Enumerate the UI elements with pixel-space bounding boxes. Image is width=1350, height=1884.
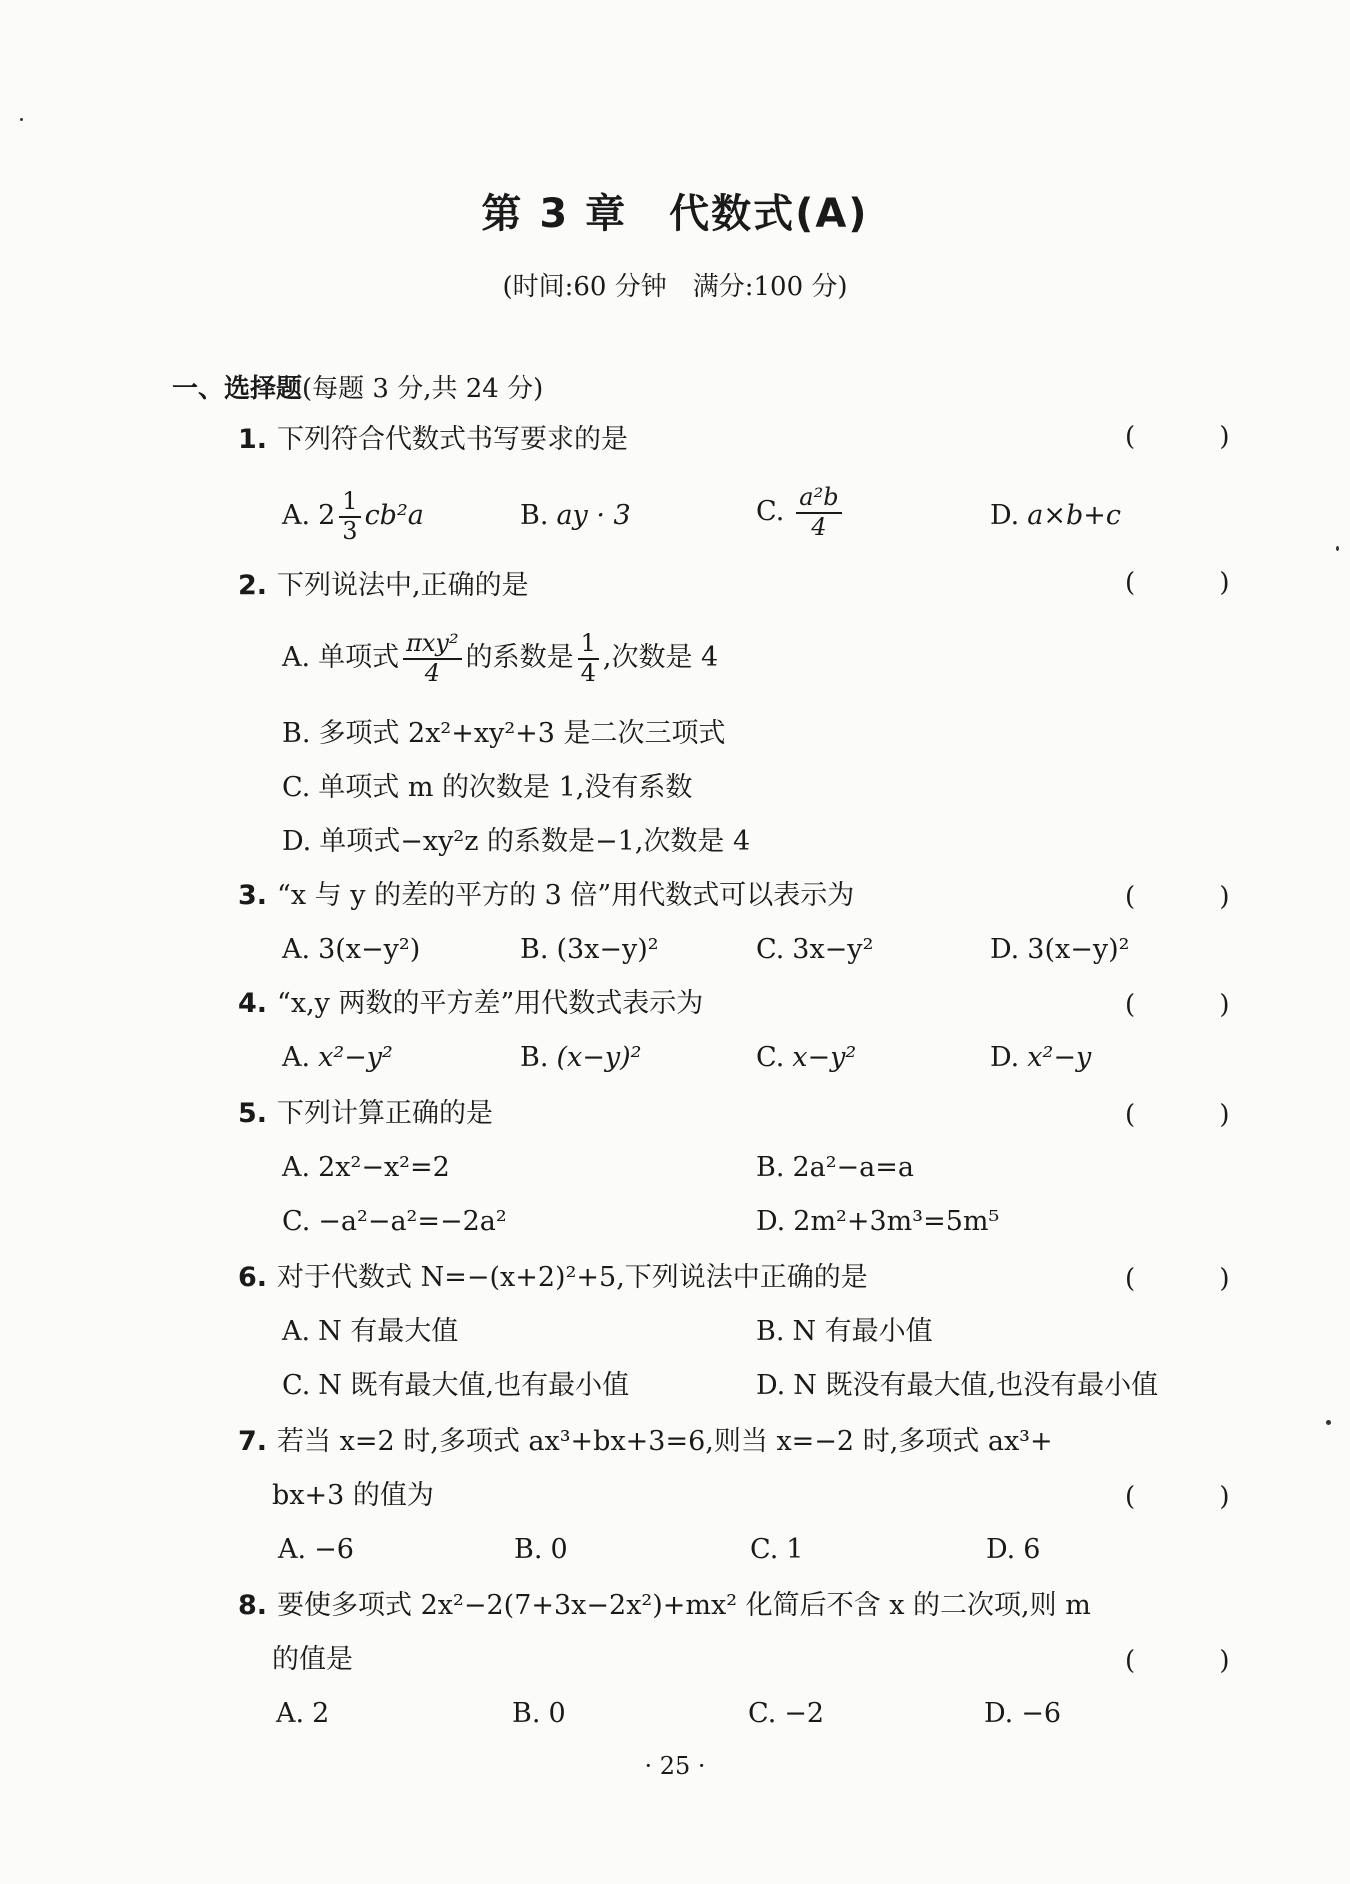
option-a [282, 932, 420, 968]
option-a [276, 1696, 329, 1732]
question-text: “x,y 两数的平方差”用代数式表示为 [277, 988, 704, 1019]
option-b [520, 498, 631, 534]
option-c [756, 932, 873, 968]
option-b [756, 1150, 914, 1186]
option-text: x²−y² [318, 1042, 393, 1073]
question-text: 对于代数式 N=−(x+2)²+5,下列说法中正确的是 [277, 1262, 868, 1293]
option-text: ,次数是 4 [602, 642, 719, 674]
fraction [578, 630, 599, 687]
option-a [278, 1532, 354, 1568]
answer-blank: ( ) [1125, 1264, 1268, 1294]
denominator: 4 [424, 658, 440, 687]
option-text: 单项式 [318, 642, 400, 674]
numerator: a²b [796, 484, 841, 514]
option-text: 单项式 m 的次数是 1,没有系数 [318, 772, 693, 803]
option-b [512, 1696, 566, 1732]
numerator: πxy² [403, 630, 462, 660]
option-label: A. [282, 1316, 311, 1347]
answer-blank: ( ) [1125, 1482, 1268, 1512]
page-number: · 25 · [644, 1752, 706, 1780]
exam-time-score: (时间:60 分钟 满分:100 分) [502, 272, 848, 302]
question-6 [238, 1260, 1218, 1296]
mixed-number-whole: 2 [318, 500, 336, 532]
option-label: C. [748, 1698, 777, 1729]
section-note: (每题 3 分,共 24 分) [302, 374, 544, 404]
answer-blank: ( ) [1125, 1100, 1268, 1130]
question-number: 6. [238, 1262, 268, 1293]
option-label: D. [756, 1370, 786, 1401]
answer-blank: ( ) [1125, 882, 1268, 912]
question-number: 2. [238, 570, 268, 601]
option-label: C. [282, 772, 311, 803]
question-4 [238, 986, 1218, 1022]
fraction [403, 630, 462, 687]
option-d [990, 498, 1121, 534]
option-label: C. [756, 496, 785, 528]
option-b [282, 716, 726, 752]
option-d [986, 1532, 1040, 1568]
option-b [520, 932, 659, 968]
option-text: N 既没有最大值,也没有最小值 [793, 1370, 1159, 1401]
option-a [282, 1040, 393, 1076]
scan-speck [20, 118, 23, 121]
option-text: x−y² [792, 1042, 857, 1073]
option-d [756, 1368, 1158, 1404]
option-label: D. [990, 500, 1020, 531]
option-d [990, 1040, 1091, 1076]
option-text: −6 [314, 1534, 354, 1565]
answer-blank: ( ) [1125, 568, 1268, 598]
option-text: N 有最小值 [792, 1316, 933, 1347]
section-label: 一、选择题 [172, 374, 303, 404]
denominator: 4 [580, 658, 596, 687]
option-label: A. [282, 642, 311, 674]
question-7 [238, 1424, 1218, 1460]
question-3 [238, 878, 1218, 914]
option-text: −6 [1021, 1698, 1062, 1729]
option-a [282, 630, 718, 687]
option-label: D. [984, 1698, 1014, 1729]
question-text: 下列说法中,正确的是 [277, 570, 529, 601]
option-label: B. [514, 1534, 543, 1565]
option-c [756, 1040, 856, 1076]
option-text: (x−y)² [556, 1042, 642, 1073]
option-label: A. [282, 500, 311, 532]
denominator: 4 [811, 512, 827, 541]
option-d [990, 932, 1129, 968]
option-a [282, 488, 424, 545]
option-text: cb²a [364, 500, 424, 532]
option-label: A. [276, 1698, 305, 1729]
option-c [282, 1368, 629, 1404]
option-text: 3(x−y²) [318, 934, 421, 965]
scan-speck [1326, 1420, 1331, 1425]
question-text: “x 与 y 的差的平方的 3 倍”用代数式可以表示为 [277, 880, 855, 911]
option-label: D. [990, 934, 1020, 965]
scan-speck [1336, 546, 1339, 551]
option-text: N 既有最大值,也有最小值 [318, 1370, 630, 1401]
question-number: 8. [238, 1590, 268, 1621]
answer-blank: ( ) [1125, 990, 1268, 1020]
option-label: A. [282, 1042, 311, 1073]
option-text: 3(x−y)² [1027, 934, 1130, 965]
option-label: B. [520, 1042, 549, 1073]
question-1 [238, 422, 1218, 458]
option-text: 3x−y² [792, 934, 874, 965]
option-c [756, 484, 846, 541]
question-5 [238, 1096, 1218, 1132]
option-text: (3x−y)² [556, 934, 659, 965]
option-text: −a²−a²=−2a² [318, 1206, 507, 1237]
question-number: 4. [238, 988, 268, 1019]
question-number: 5. [238, 1098, 268, 1129]
option-text: 2m²+3m³=5m⁵ [793, 1206, 1000, 1237]
option-a [282, 1150, 450, 1186]
option-c [282, 770, 692, 806]
question-text: 要使多项式 2x²−2(7+3x−2x²)+mx² 化简后不含 x 的二次项,则 m [277, 1590, 1091, 1621]
option-b [514, 1532, 568, 1568]
question-8 [238, 1588, 1218, 1624]
option-text: a×b+c [1027, 500, 1122, 531]
chapter-title: 第 3 章 代数式(A) [481, 191, 869, 237]
option-text: 单项式−xy²z 的系数是−1,次数是 4 [319, 826, 751, 857]
option-text: 的系数是 [465, 642, 574, 674]
option-c [282, 1204, 507, 1240]
option-label: C. [756, 1042, 785, 1073]
option-b [756, 1314, 933, 1350]
section-heading [172, 368, 543, 405]
question-8-line-2: 的值是 [272, 1644, 353, 1675]
option-d [756, 1204, 999, 1240]
option-d [282, 824, 750, 860]
option-text: −2 [784, 1698, 825, 1729]
option-label: C. [282, 1206, 311, 1237]
option-label: B. [520, 934, 549, 965]
option-label: C. [756, 934, 785, 965]
option-label: B. [282, 718, 311, 749]
question-7-line-2: bx+3 的值为 [272, 1480, 434, 1511]
answer-blank: ( ) [1125, 422, 1268, 452]
question-2 [238, 568, 1218, 604]
question-text: 下列符合代数式书写要求的是 [277, 424, 629, 455]
option-d [984, 1696, 1061, 1732]
option-text: 0 [550, 1534, 568, 1565]
option-label: D. [282, 826, 312, 857]
fraction [339, 488, 360, 545]
question-number: 3. [238, 880, 268, 911]
option-label: B. [520, 500, 549, 531]
option-label: C. [282, 1370, 311, 1401]
option-label: A. [282, 1152, 311, 1183]
option-label: C. [750, 1534, 779, 1565]
option-text: 2a²−a=a [792, 1152, 914, 1183]
fraction [796, 484, 841, 541]
numerator: 1 [339, 488, 360, 518]
numerator: 1 [578, 630, 599, 660]
question-number: 1. [238, 424, 268, 455]
option-text: x²−y [1027, 1042, 1092, 1073]
denominator: 3 [342, 516, 358, 545]
option-label: D. [990, 1042, 1020, 1073]
option-text: 6 [1023, 1534, 1041, 1565]
option-label: B. [756, 1316, 785, 1347]
option-text: 多项式 2x²+xy²+3 是二次三项式 [318, 718, 726, 749]
option-label: B. [756, 1152, 785, 1183]
option-c [748, 1696, 824, 1732]
option-c [750, 1532, 803, 1568]
option-text: N 有最大值 [318, 1316, 459, 1347]
option-a [282, 1314, 458, 1350]
option-label: D. [756, 1206, 786, 1237]
answer-blank: ( ) [1125, 1646, 1268, 1676]
question-text: 若当 x=2 时,多项式 ax³+bx+3=6,则当 x=−2 时,多项式 ax³+ [277, 1426, 1053, 1457]
option-b [520, 1040, 641, 1076]
option-label: A. [282, 934, 311, 965]
option-text: 2x²−x²=2 [318, 1152, 450, 1183]
option-label: B. [512, 1698, 541, 1729]
option-label: A. [278, 1534, 307, 1565]
option-text: 1 [786, 1534, 804, 1565]
option-text: 2 [312, 1698, 330, 1729]
option-text: ay · 3 [556, 500, 631, 531]
question-text: 下列计算正确的是 [277, 1098, 494, 1129]
question-number: 7. [238, 1426, 268, 1457]
option-label: D. [986, 1534, 1016, 1565]
option-text: 0 [548, 1698, 566, 1729]
